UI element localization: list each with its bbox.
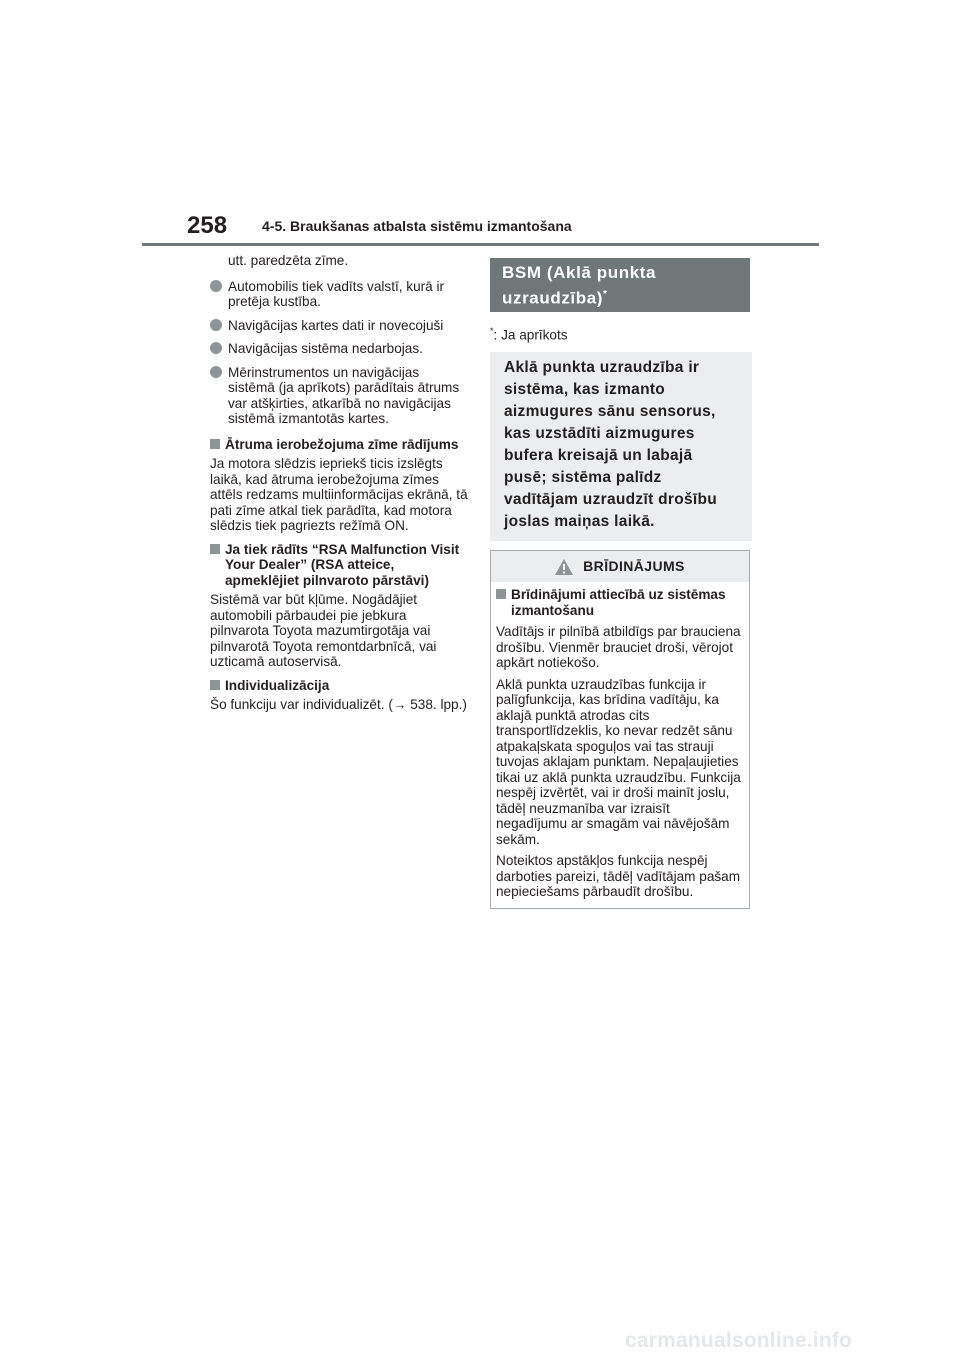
section-paragraph: Sistēmā var būt kļūme. Nogādājiet automobili pārbaudei pie jebkura pilnvarota Toyota mazumtirgotāja vai pilnvarotā Toyota remontdarbnīcā, vai uzticamā autoservisā. [210, 592, 437, 669]
square-marker-icon [496, 589, 506, 599]
list-item-text: Navigācijas sistēma nedarbojas. [228, 341, 423, 356]
circle-bullet-icon [210, 280, 222, 292]
section-paragraph: Ja motora slēdzis iepriekš ticis izslēgts laikā, kad ātruma ierobežojuma zīmes attēls redzams multiinformācijas ekrānā, tā pati zīme atkal tiek parādīta, kad motora slēdzis tiek pagriezts režīmā ON. [210, 456, 468, 533]
square-marker-icon [210, 544, 220, 554]
circle-bullet-icon [210, 319, 222, 331]
header-divider [142, 243, 819, 246]
section-title: 4-5. Braukšanas atbalsta sistēmu izmantošana [262, 218, 572, 234]
warning-paragraph: Vadītājs ir pilnībā atbildīgs par brauciena drošību. Vienmēr brauciet droši, vērojot apkārt notiekošo. [496, 624, 741, 671]
section-heading [210, 437, 468, 453]
continuation-text: utt. paredzēta zīme. [228, 253, 349, 268]
section-heading-text: Ja tiek rādīts “RSA Malfunction Visit Your Dealer” (RSA atteice, apmeklējiet pilnvaroto pārstāvi) [225, 541, 460, 588]
warning-header [491, 551, 749, 582]
footnote-mark: * [490, 326, 494, 336]
warning-title: BRĪDINĀJUMS [583, 557, 685, 574]
warning-box [490, 550, 750, 909]
list-item [210, 365, 468, 427]
list-item [210, 279, 468, 310]
warning-body [491, 582, 749, 908]
page-number: 258 [187, 212, 228, 239]
warning-triangle-icon [555, 559, 573, 575]
warning-subheading [496, 587, 743, 618]
list-item [210, 318, 468, 334]
bsm-title-mark: * [603, 289, 608, 300]
footnote-text: : Ja aprīkots [493, 327, 568, 343]
list-item [210, 341, 468, 357]
section-heading [210, 542, 468, 589]
list-item-text: Mērinstrumentos un navigācijas sistēmā (ja aprīkots) parādītais ātrums var atšķirties, atkarībā no navigācijas sistēmā izmantotās kartes. [228, 364, 460, 426]
circle-bullet-icon [210, 366, 222, 378]
equipment-footnote [490, 324, 752, 343]
square-marker-icon [210, 439, 220, 449]
right-column [490, 258, 752, 909]
warning-subheading-text: Brīdinājumi attiecībā uz sistēmas izmantošanu [511, 587, 726, 618]
watermark: carmanualsonline.info [625, 1329, 853, 1352]
section-heading-text: Individualizācija [225, 677, 330, 693]
section-heading [210, 678, 468, 694]
summary-box: Aklā punkta uzraudzība ir sistēma, kas izmanto aizmugures sānu sensorus, kas uzstādīti aizmugures bufera kreisajā un labajā pusē; sistēma palīdz vadītājam uzraudzīt drošību joslas maiņas laikā. [490, 352, 752, 541]
left-column [210, 253, 468, 721]
page-header [0, 0, 960, 250]
warning-paragraph: Aklā punkta uzraudzības funkcija ir palīgfunkcija, kas brīdina vadītāju, ka aklajā punktā atrodas cits transportlīdzeklis, ko nevar redzēt sānu atpakaļskata spoguļos vai tas strauji tuvojas aklajam punktam. Nepaļaujieties tikai uz aklā punkta uzraudzību. Funkcija nespēj izvērtēt, vai ir droši mainīt joslu, tādēļ neuzmanība var izraisīt negadījumu ar smagām vai nāvējošām sekām. [496, 676, 741, 847]
list-item-text: Automobilis tiek vadīts valstī, kurā ir pretēja kustība. [228, 278, 445, 309]
bsm-title-line-2 [502, 284, 738, 310]
bsm-title-line-1: BSM (Aklā punkta [502, 263, 657, 282]
bsm-title-text: uzraudzība) [502, 288, 604, 308]
circle-bullet-icon [210, 342, 222, 354]
list-item-text: Navigācijas kartes dati ir novecojuši [228, 317, 444, 333]
section-paragraph: Šo funkciju var individualizēt. (→ 538. lpp.) [210, 697, 467, 712]
section-heading-text: Ātruma ierobežojuma zīme rādījums [225, 436, 459, 452]
square-marker-icon [210, 680, 220, 690]
bsm-title-box [490, 258, 750, 312]
warning-paragraph: Noteiktos apstākļos funkcija nespēj darboties pareizi, tādēļ vadītājam pašam nepieciešams pārbaudīt drošību. [496, 853, 741, 900]
